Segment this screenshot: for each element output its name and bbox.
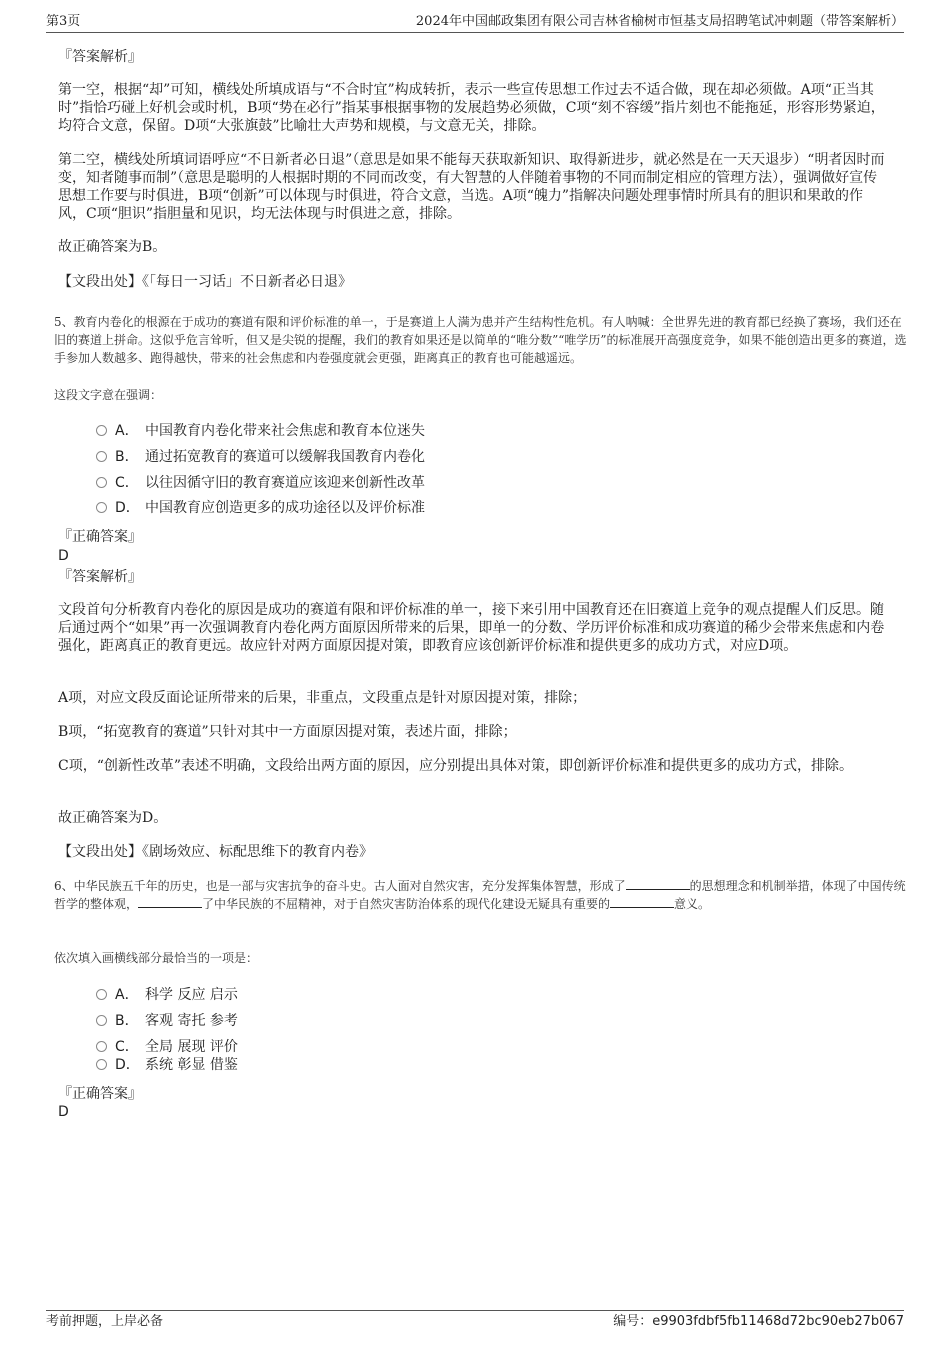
analysis-paragraph: 第一空，根据“却”可知，横线处所填成语与“不合时宜”构成转折，表示一些宣传思想工作过去不适合做，现在却必须做。A项“正当其时”指恰巧碰上好机会或时机，B项“势在必行”指某事根据事物的发展趋势必须做，C项“刻不容缓”指片刻也不能拖延，形容形势紧迫，均符合文意，保留。D项“大张旗鼓”比喻壮大声势和规模，与文意无关，排除。	[58, 82, 885, 134]
option-text: 全局 展现 评价	[145, 1039, 238, 1055]
correct-answer-label: 『正确答案』	[58, 529, 142, 545]
fill-blank	[138, 895, 202, 908]
radio-button[interactable]	[96, 477, 107, 488]
question-prompt: 这段文字意在强调：	[54, 388, 163, 402]
option-b[interactable]: B． 客观 寄托 参考	[96, 1011, 238, 1031]
option-text: 中国教育应创造更多的成功途径以及评价标准	[145, 500, 425, 516]
question-stem: 5、教育内卷化的根源在于成功的赛道有限和评价标准的单一，于是赛道上人满为患并产生结构性危机。有人呐喊：全世界先进的教育都已经换了赛场，我们还在旧的赛道上拼命。这似乎危言耸听，但又是尖锐的提醒，我们的教育如果还是以简单的“唯分数”“唯学历”的标准展开高强度竞争，如果不能创造出更多的赛道，选手参加人数越多、跑得越快，带来的社会焦虑和内卷强度就会更强，距离真正的教育也可能越遥远。	[54, 315, 907, 365]
analysis-paragraph: 文段首句分析教育内卷化的原因是成功的赛道有限和评价标准的单一，接下来引用中国教育还在旧赛道上竞争的观点提醒人们反思。随后通过两个“如果”再一次强调教育内卷化两方面原因所带来的后果，即单一的分数、学历评价标准和成功赛道的稀少会带来焦虑和内卷强化，距离真正的教育更远。故应针对两方面原因提对策，即教育应该创新评价标准和提供更多的成功方式，对应D项。	[58, 602, 885, 654]
page-header	[46, 12, 904, 33]
option-text: 系统 彰显 借鉴	[145, 1057, 238, 1073]
source-citation: 【文段出处】《「每日一习话」不日新者必日退》	[58, 274, 352, 290]
analysis-conclusion: 故正确答案为D。	[58, 810, 168, 826]
analysis-label: 『答案解析』	[58, 569, 142, 585]
correct-answer-label: 『正确答案』	[58, 1086, 142, 1102]
correct-answer: D	[58, 1104, 69, 1120]
question-prompt: 依次填入画横线部分最恰当的一项是：	[54, 951, 259, 965]
analysis-paragraph: A项，对应文段反面论证所带来的后果，非重点，文段重点是针对原因提对策，排除；	[58, 690, 587, 706]
radio-button[interactable]	[96, 425, 107, 436]
analysis-paragraph: B项，“拓宽教育的赛道”只针对其中一方面原因提对策，表述片面，排除；	[58, 724, 517, 740]
fill-blank	[610, 895, 674, 908]
option-b[interactable]: B． 通过拓宽教育的赛道可以缓解我国教育内卷化	[96, 447, 425, 467]
analysis-paragraph: 第二空，横线处所填词语呼应“不日新者必日退”（意思是如果不能每天获取新知识、取得新进步，就必然是在一天天退步）“明者因时而变，知者随事而制”（意思是聪明的人根据时期的不同而改变，有大智慧的人伴随着事物的不同而制定相应的管理方法），强调做好宣传思想工作要与时俱进，B项“创新”可以体现与时俱进，符合文意，当选。A项“魄力”指解决问题处理事情时所具有的胆识和果敢的作风，C项“胆识”指胆量和见识，均无法体现与时俱进之意，排除。	[58, 152, 885, 222]
question-stem: 6、中华民族五千年的历史，也是一部与灾害抗争的奋斗史。古人面对自然灾害，充分发挥集体智慧，形成了 的思想理念和机制举措，体现了中国传统哲学的整体观， 了中华民族的不屈精神，对于自然灾害防治体系的现代化建设无疑具有重要的 意义。	[54, 879, 906, 911]
option-a[interactable]: A． 中国教育内卷化带来社会焦虑和教育本位迷失	[96, 421, 425, 441]
option-c[interactable]: C． 以往因循守旧的教育赛道应该迎来创新性改革	[96, 473, 425, 493]
radio-button[interactable]	[96, 1041, 107, 1052]
option-text: 以往因循守旧的教育赛道应该迎来创新性改革	[145, 475, 425, 491]
option-text: 中国教育内卷化带来社会焦虑和教育本位迷失	[145, 423, 425, 439]
document-code: 编号：e9903fdbf5fb11468d72bc90eb27b067	[613, 1314, 904, 1329]
analysis-paragraph: C项，“创新性改革”表述不明确，文段给出两方面的原因，应分别提出具体对策，即创新评价标准和提供更多的成功方式，排除。	[58, 758, 854, 774]
radio-button[interactable]	[96, 451, 107, 462]
option-text: 客观 寄托 参考	[145, 1013, 238, 1029]
radio-button[interactable]	[96, 1059, 107, 1070]
page-number: 第3页	[46, 14, 81, 29]
option-text: 通过拓宽教育的赛道可以缓解我国教育内卷化	[145, 449, 425, 465]
radio-button[interactable]	[96, 502, 107, 513]
radio-button[interactable]	[96, 989, 107, 1000]
source-citation: 【文段出处】《剧场效应、标配思维下的教育内卷》	[58, 844, 373, 860]
correct-answer: D	[58, 548, 69, 564]
option-d[interactable]: D． 中国教育应创造更多的成功途径以及评价标准	[96, 498, 425, 518]
document-title: 2024年中国邮政集团有限公司吉林省榆树市恒基支局招聘笔试冲刺题（带答案解析）	[415, 14, 904, 29]
option-c[interactable]: C． 全局 展现 评价	[96, 1037, 238, 1057]
page-footer	[46, 1310, 904, 1333]
radio-button[interactable]	[96, 1015, 107, 1026]
option-d[interactable]: D． 系统 彰显 借鉴	[96, 1055, 238, 1075]
option-a[interactable]: A． 科学 反应 启示	[96, 985, 238, 1005]
fill-blank	[626, 877, 690, 890]
footer-slogan: 考前押题，上岸必备	[46, 1314, 164, 1329]
analysis-conclusion: 故正确答案为B。	[58, 239, 167, 255]
analysis-label: 『答案解析』	[58, 49, 142, 65]
option-text: 科学 反应 启示	[145, 987, 238, 1003]
